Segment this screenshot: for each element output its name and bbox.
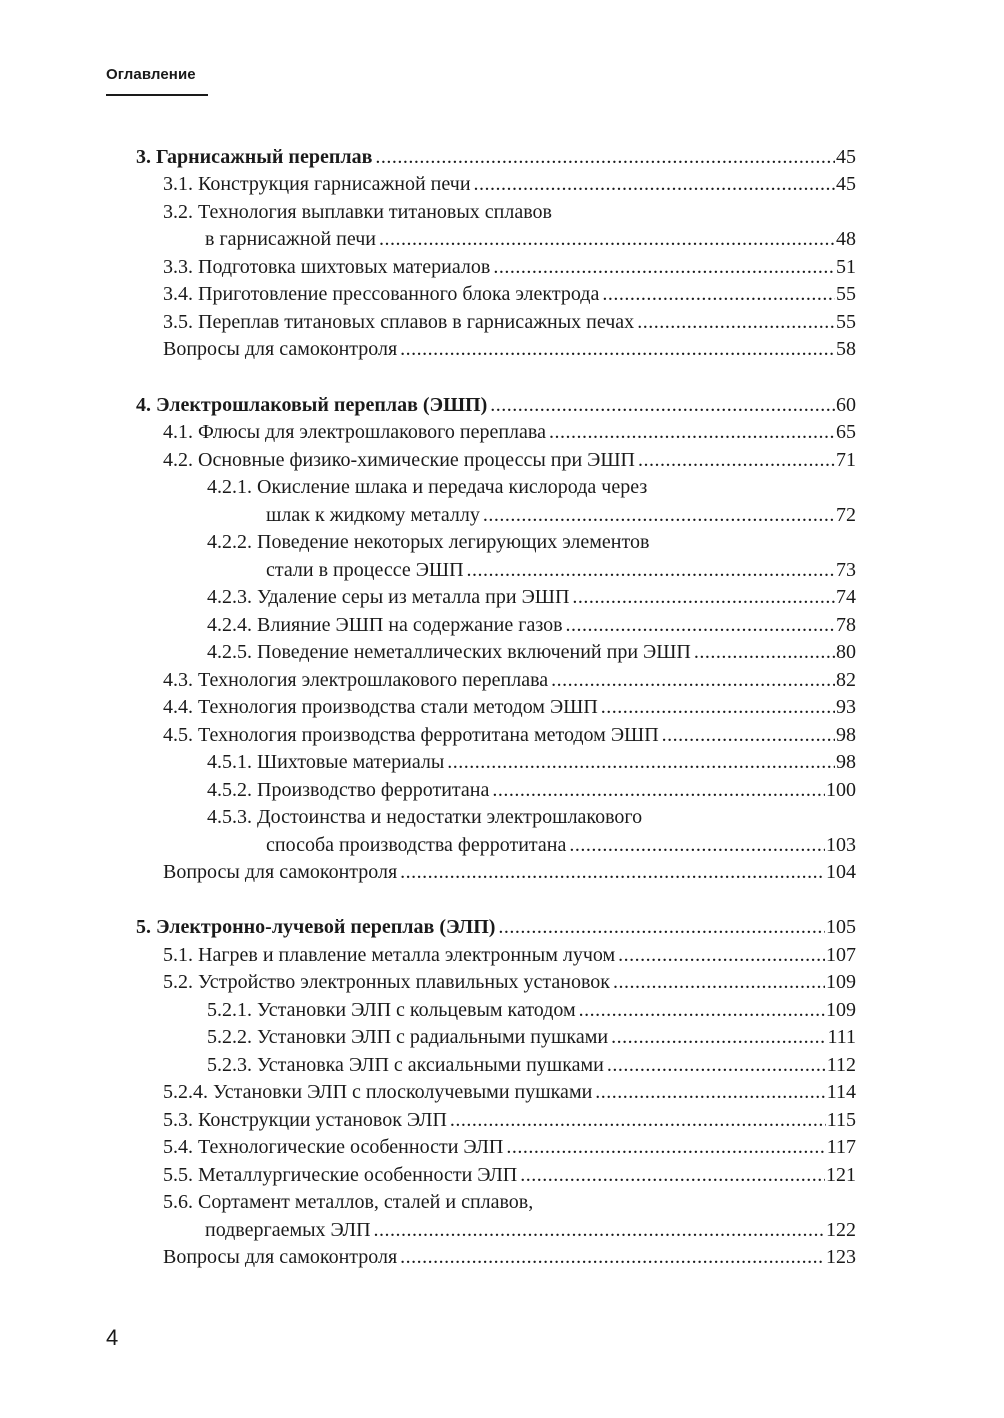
toc-entry-4-2-3[interactable]: [207, 583, 856, 611]
leader-dots: [467, 556, 835, 584]
leader-dots: [400, 1243, 825, 1271]
toc-entry-4-2[interactable]: [163, 446, 856, 474]
toc-page-number: 78: [836, 614, 856, 636]
leader-dots: [638, 446, 835, 474]
toc-entry-title: 5.4. Технологические особенности ЭЛП: [163, 1136, 504, 1158]
leader-dots: [607, 1051, 826, 1079]
toc-entry-title: стали в процессе ЭШП: [266, 559, 464, 581]
leader-dots: [569, 831, 825, 859]
toc-entry-5-1[interactable]: [163, 941, 856, 969]
leader-dots: [662, 721, 835, 749]
toc-page-number: 60: [836, 394, 856, 416]
toc-page-number: 112: [826, 1054, 856, 1076]
toc-entry-5-4[interactable]: [163, 1133, 856, 1161]
toc-entry-4-1[interactable]: [163, 418, 856, 446]
toc-entry-title: 4.2. Основные физико-химические процессы при ЭШП: [163, 449, 635, 471]
leader-dots: [637, 308, 835, 336]
toc-entry-3-1[interactable]: [163, 170, 856, 198]
toc-entry-3-2[interactable]: [205, 225, 856, 253]
leader-dots: [375, 143, 835, 171]
toc-page-number: 73: [836, 559, 856, 581]
toc-entry-title: 5.2.3. Установка ЭЛП с аксиальными пушками: [207, 1054, 604, 1076]
toc-page-number: 65: [836, 421, 856, 443]
leader-dots: [450, 1106, 826, 1134]
toc-page-number: 45: [836, 146, 856, 168]
toc-entry-4-4[interactable]: [163, 693, 856, 721]
leader-dots: [602, 280, 835, 308]
toc-chapter-5[interactable]: [136, 913, 856, 941]
toc-chapter-4[interactable]: [136, 391, 856, 419]
leader-dots: [611, 1023, 826, 1051]
toc-entry-title: 5.1. Нагрев и плавление металла электронным лучом: [163, 944, 616, 966]
toc-entry-title: 3. Гарнисажный переплав: [136, 146, 373, 168]
toc-entry-5-2-4[interactable]: [163, 1078, 856, 1106]
leader-dots: [493, 253, 835, 281]
toc-page-number: 121: [826, 1164, 856, 1186]
toc-entry-title: 5.2.2. Установки ЭЛП с радиальными пушками: [207, 1026, 609, 1048]
toc-page-number: 117: [826, 1136, 856, 1158]
toc-page-number: 109: [826, 999, 856, 1021]
toc-page-number: 109: [826, 971, 856, 993]
toc-entry-title: 4.3. Технология электрошлакового переплава: [163, 669, 549, 691]
toc-entry-3-2-line1: 3.2. Технология выплавки титановых сплавов: [163, 201, 552, 223]
toc-entry-4-2-1[interactable]: [266, 501, 856, 529]
toc-entry-title: шлак к жидкому металлу: [266, 504, 480, 526]
toc-entry-5-6-line1: 5.6. Сортамент металлов, сталей и сплавов,: [163, 1191, 534, 1213]
toc-entry-5-2-1[interactable]: [207, 996, 856, 1024]
toc-page-number: 71: [836, 449, 856, 471]
leader-dots: [572, 583, 835, 611]
leader-dots: [474, 170, 835, 198]
toc-entry-title: 3.5. Переплав титановых сплавов в гарнисажных печах: [163, 311, 635, 333]
leader-dots: [613, 968, 825, 996]
toc-page-number: 98: [836, 724, 856, 746]
toc-entry-5-questions[interactable]: [163, 1243, 856, 1271]
toc-page-number: 111: [827, 1026, 856, 1048]
toc-page-number: 72: [836, 504, 856, 526]
leader-dots: [506, 1133, 825, 1161]
toc-page-number: 58: [836, 338, 856, 360]
toc-entry-4-2-4[interactable]: [207, 611, 856, 639]
toc-page-number: 115: [826, 1109, 856, 1131]
running-head-title: Оглавление: [106, 66, 196, 83]
toc-entry-4-5-1[interactable]: [207, 748, 856, 776]
toc-entry-title: Вопросы для самоконтроля: [163, 338, 398, 360]
leader-dots: [595, 1078, 825, 1106]
toc-entry-title: в гарнисажной печи: [205, 228, 376, 250]
toc-entry-title: 5.2. Устройство электронных плавильных установок: [163, 971, 611, 993]
toc-page-number: 55: [836, 311, 856, 333]
page-number: 4: [106, 1325, 119, 1350]
toc-entry-5-3[interactable]: [163, 1106, 856, 1134]
toc-page-number: 74: [836, 586, 856, 608]
toc-entry-3-5[interactable]: [163, 308, 856, 336]
toc-entry-4-2-2-line1: 4.2.2. Поведение некоторых легирующих элементов: [207, 531, 650, 553]
toc-entry-title: 3.3. Подготовка шихтовых материалов: [163, 256, 491, 278]
toc-entry-3-4[interactable]: [163, 280, 856, 308]
toc-entry-title: 4.2.4. Влияние ЭШП на содержание газов: [207, 614, 563, 636]
leader-dots: [618, 941, 825, 969]
toc-entry-4-5[interactable]: [163, 721, 856, 749]
toc-entry-title: 4.5. Технология производства ферротитана методом ЭШП: [163, 724, 659, 746]
leader-dots: [549, 418, 835, 446]
toc-entry-3-3[interactable]: [163, 253, 856, 281]
toc-page-number: 104: [826, 861, 856, 883]
toc-page-number: 82: [836, 669, 856, 691]
toc-page-number: 55: [836, 283, 856, 305]
leader-dots: [400, 335, 835, 363]
leader-dots: [694, 638, 835, 666]
toc-entry-title: 3.4. Приготовление прессованного блока электрода: [163, 283, 600, 305]
toc-entry-title: подвергаемых ЭЛП: [205, 1219, 371, 1241]
toc-entry-5-2-2[interactable]: [207, 1023, 856, 1051]
toc-entry-title: 5.3. Конструкции установок ЭЛП: [163, 1109, 447, 1131]
toc-entry-title: 5. Электронно-лучевой переплав (ЭЛП): [136, 916, 496, 938]
toc-page-number: 107: [826, 944, 856, 966]
toc-entry-title: 4.4. Технология производства стали методом ЭШП: [163, 696, 598, 718]
toc-page-number: 105: [826, 916, 856, 938]
leader-dots: [379, 225, 835, 253]
toc-page-number: 45: [836, 173, 856, 195]
toc-entry-title: 4.2.3. Удаление серы из металла при ЭШП: [207, 586, 570, 608]
toc-entry-4-5-2[interactable]: [207, 776, 856, 804]
toc-page-number: 100: [826, 779, 856, 801]
leader-dots: [551, 666, 835, 694]
toc-page-number: 122: [826, 1219, 856, 1241]
leader-dots: [520, 1161, 825, 1189]
toc-entry-5-5[interactable]: [163, 1161, 856, 1189]
toc-entry-title: Вопросы для самоконтроля: [163, 1246, 398, 1268]
toc-entry-4-3[interactable]: [163, 666, 856, 694]
leader-dots: [498, 913, 825, 941]
toc-page-number: 48: [836, 228, 856, 250]
toc-page-number: 103: [826, 834, 856, 856]
toc-chapter-3[interactable]: [136, 143, 856, 171]
toc-entry-3-questions[interactable]: [163, 335, 856, 363]
leader-dots: [492, 776, 825, 804]
toc-entry-4-questions[interactable]: [163, 858, 856, 886]
header-rule: [106, 94, 208, 96]
toc-entry-title: 4.2.5. Поведение неметаллических включений при ЭШП: [207, 641, 691, 663]
leader-dots: [601, 693, 835, 721]
toc-entry-title: 4.5.2. Производство ферротитана: [207, 779, 490, 801]
toc-entry-title: 5.2.1. Установки ЭЛП с кольцевым катодом: [207, 999, 576, 1021]
leader-dots: [483, 501, 835, 529]
toc-entry-title: 4.1. Флюсы для электрошлакового переплава: [163, 421, 546, 443]
toc-page-number: 114: [826, 1081, 856, 1103]
leader-dots: [374, 1216, 825, 1244]
toc-entry-title: 4.5.1. Шихтовые материалы: [207, 751, 445, 773]
leader-dots: [400, 858, 825, 886]
toc-entry-4-2-5[interactable]: [207, 638, 856, 666]
toc-entry-title: 5.5. Металлургические особенности ЭЛП: [163, 1164, 518, 1186]
toc-entry-title: 4. Электрошлаковый переплав (ЭШП): [136, 394, 488, 416]
toc-page-number: 80: [836, 641, 856, 663]
toc-entry-title: способа производства ферротитана: [266, 834, 567, 856]
toc-entry-title: Вопросы для самоконтроля: [163, 861, 398, 883]
toc-entry-5-6[interactable]: [205, 1216, 856, 1244]
toc-entry-4-5-3[interactable]: [266, 831, 856, 859]
leader-dots: [579, 996, 825, 1024]
leader-dots: [566, 611, 835, 639]
toc-page-number: 123: [826, 1246, 856, 1268]
toc-entry-title: 5.2.4. Установки ЭЛП с плосколучевыми пушками: [163, 1081, 593, 1103]
toc-entry-title: 3.1. Конструкция гарнисажной печи: [163, 173, 471, 195]
leader-dots: [490, 391, 835, 419]
leader-dots: [447, 748, 835, 776]
toc-entry-4-2-1-line1: 4.2.1. Окисление шлака и передача кислорода через: [207, 476, 648, 498]
toc-entry-5-2[interactable]: [163, 968, 856, 996]
toc-entry-4-5-3-line1: 4.5.3. Достоинства и недостатки электрошлакового: [207, 806, 643, 828]
toc-page-number: 98: [836, 751, 856, 773]
toc-entry-4-2-2[interactable]: [266, 556, 856, 584]
toc-page-number: 93: [836, 696, 856, 718]
toc-page-number: 51: [836, 256, 856, 278]
toc-entry-5-2-3[interactable]: [207, 1051, 856, 1079]
